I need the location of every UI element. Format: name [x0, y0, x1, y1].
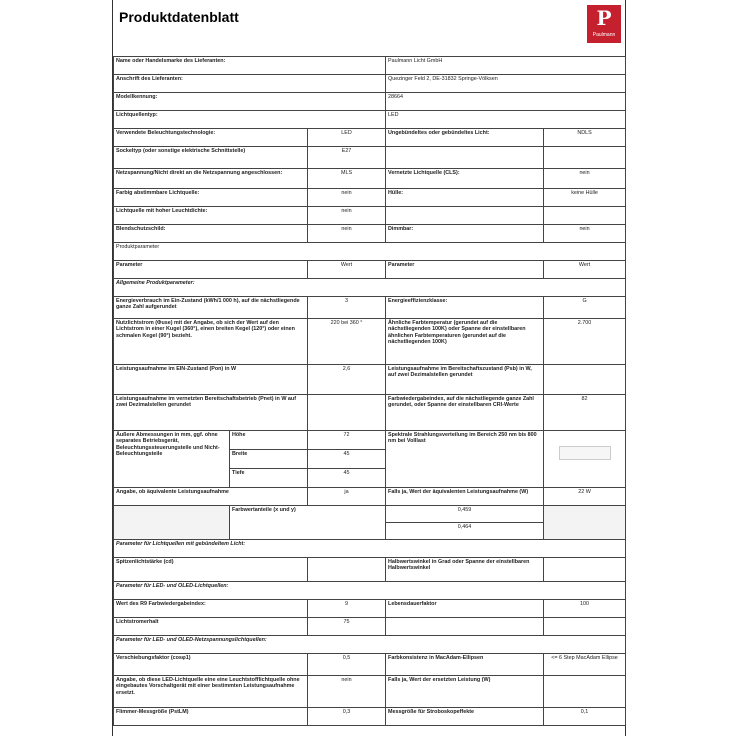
lumen-maintenance-right-label — [386, 618, 544, 636]
value-standby-power — [544, 365, 626, 395]
value-stroboscopic: 0,1 — [544, 708, 626, 726]
label-supplier-name: Name oder Handelsmarke des Lieferanten: — [114, 57, 386, 75]
label-color-temperature: Ähnliche Farbtemperatur (gerundet auf die nächstliegenden 100K) oder Spanne der einstellbaren ähnlichen Farbtemperaturen (gerundet auf die nächstliegenden 100K) — [386, 319, 544, 365]
cap-type-row — [114, 147, 626, 169]
value-equivalent-power-value: 22 W — [544, 488, 626, 506]
label-directional: Ungebündeltes oder gebündeltes Licht: — [386, 129, 544, 147]
supplier-address-row — [114, 75, 626, 93]
label-displacement-factor: Verschiebungsfaktor (cosφ1) — [114, 654, 308, 676]
value-mains: MLS — [308, 169, 386, 189]
chromaticity-blank-right — [544, 506, 626, 540]
value-on-mode-power: 2,6 — [308, 365, 386, 395]
label-cri: Farbwiedergabeindex, auf die nächstliegende ganze Zahl gerundet, oder Spanne der einstellbaren CRI-Werte — [386, 395, 544, 431]
lumen-maintenance-right-value — [544, 618, 626, 636]
power-on-row — [114, 365, 626, 395]
value-peak-intensity — [308, 558, 386, 582]
parameter-header-row — [114, 261, 626, 279]
displacement-row — [114, 654, 626, 676]
value-useful-flux: 220 bei 360 ° — [308, 319, 386, 365]
spectral-chart-thumbnail — [559, 446, 611, 460]
value-envelope: keine Hülle — [544, 189, 626, 207]
value-chromaticity-x: 0,459 — [386, 506, 544, 523]
value-color-temperature: 2.700 — [544, 319, 626, 365]
model-row — [114, 93, 626, 111]
label-glare-shield: Blendschutzschild: — [114, 225, 308, 243]
label-height: Höhe — [230, 431, 308, 450]
section-led-oled: Parameter für LED- und OLED-Lichtquellen: — [114, 582, 626, 600]
value-beam-angle — [544, 558, 626, 582]
value-height: 72 — [308, 431, 386, 450]
value-cri: 82 — [544, 395, 626, 431]
luminance-right-value — [544, 207, 626, 225]
value-displacement-factor: 0,5 — [308, 654, 386, 676]
flicker-row — [114, 708, 626, 726]
section-general-parameters: Allgemeine Produktparameter: — [114, 279, 626, 297]
value-survival-factor: 100 — [544, 600, 626, 618]
label-energy-class: Energieeffizienzklasse: — [386, 297, 544, 319]
label-width: Breite — [230, 450, 308, 469]
light-source-type-row — [114, 111, 626, 129]
product-data-table — [113, 56, 626, 726]
value-model: 28664 — [386, 93, 626, 111]
value-width: 45 — [308, 450, 386, 469]
energy-row — [114, 297, 626, 319]
value-cap-type: E27 — [308, 147, 386, 169]
label-peak-intensity: Spitzenlichtstärke (cd) — [114, 558, 308, 582]
value-color-consistency: <= 6 Step MacAdam Ellipse — [544, 654, 626, 676]
value-light-source-type: LED — [386, 111, 626, 129]
value-supplier-address: Quezinger Feld 2, DE-31832 Springe-Völksen — [386, 75, 626, 93]
label-cap-type: Sockeltyp (oder sonstige elektrische Schnittstelle) — [114, 147, 308, 169]
value-energy-consumption: 3 — [308, 297, 386, 319]
section-directional-light: Parameter für Lichtquellen mit gebündeltem Licht: — [114, 540, 626, 558]
dimensions-height-row — [114, 431, 626, 450]
label-depth: Tiefe — [230, 469, 308, 488]
directional-section-row — [114, 540, 626, 558]
label-useful-flux: Nutzlichtstrom (Φuse) mit der Angabe, ob sich der Wert auf den Lichtstrom in einer Kugel (360°), einen breiten Kegel (120°) oder einen schmalen Kegel (90°) bezieht. — [114, 319, 308, 365]
header-parameter-left: Parameter — [114, 261, 308, 279]
header-value-left: Wert — [308, 261, 386, 279]
luminance-row — [114, 207, 626, 225]
section-product-parameters: Produktparameter — [114, 243, 626, 261]
supplier-name-row — [114, 57, 626, 75]
led-section-row — [114, 582, 626, 600]
value-lumen-maintenance: 75 — [308, 618, 386, 636]
label-equivalent-power-value: Falls ja, Wert der äquivalenten Leistungsaufnahme (W) — [386, 488, 544, 506]
value-replaced-power — [544, 676, 626, 708]
value-equivalent-power: ja — [308, 488, 386, 506]
label-connected: Vernetzte Lichtquelle (CLS): — [386, 169, 544, 189]
label-technology: Verwendete Beleuchtungstechnologie: — [114, 129, 308, 147]
paulmann-logo — [587, 5, 621, 43]
cap-type-right-value — [544, 147, 626, 169]
spectral-distribution-image — [544, 431, 626, 488]
logo-mark: P — [596, 6, 612, 30]
value-directional: NDLS — [544, 129, 626, 147]
section-mains-led-oled: Parameter für LED- und OLED-Netzspannungslichtquellen: — [114, 636, 626, 654]
label-survival-factor: Lebensdauerfaktor — [386, 600, 544, 618]
value-replacement: nein — [308, 676, 386, 708]
label-stroboscopic: Messgröße für Stroboskopeffekte — [386, 708, 544, 726]
label-color-tunable: Farbig abstimmbare Lichtquelle: — [114, 189, 308, 207]
luminance-right-label — [386, 207, 544, 225]
label-standby-power: Leistungsaufnahme im Bereitschaftszustand (Psb) in W, auf zwei Dezimalstellen gerundet — [386, 365, 544, 395]
label-networked-standby: Leistungsaufnahme im vernetzten Bereitschaftsbetrieb (Pnet) in W auf zwei Dezimalstellen gerundet — [114, 395, 308, 431]
label-mains: Netzspannung/Nicht direkt an die Netzspannung angeschlossen: — [114, 169, 308, 189]
label-r9: Wert des R9 Farbwiedergabeindex: — [114, 600, 308, 618]
value-chromaticity-y: 0,464 — [386, 523, 544, 540]
general-section-row — [114, 279, 626, 297]
label-dimmable: Dimmbar: — [386, 225, 544, 243]
mains-row — [114, 169, 626, 189]
label-energy-consumption: Energieverbrauch im Ein-Zustand (kWh/1 000 h), auf die nächstliegende ganze Zahl aufgerundet — [114, 297, 308, 319]
glare-shield-row — [114, 225, 626, 243]
networked-standby-row — [114, 395, 626, 431]
label-spectral-distribution: Spektrale Strahlungsverteilung im Bereich 250 nm bis 800 nm bei Volllast — [386, 431, 544, 488]
label-lumen-maintenance: Lichtstromerhalt — [114, 618, 308, 636]
label-beam-angle: Halbwertswinkel in Grad oder Spanne der einstellbaren Halbwertswinkel — [386, 558, 544, 582]
product-data-sheet — [112, 0, 626, 736]
value-dimmable: nein — [544, 225, 626, 243]
mains-led-section-row — [114, 636, 626, 654]
label-on-mode-power: Leistungsaufnahme im EIN-Zustand (Pon) in W — [114, 365, 308, 395]
value-color-tunable: nein — [308, 189, 386, 207]
label-chromaticity: Farbwertanteile (x und y) — [230, 506, 386, 540]
value-flicker: 0,3 — [308, 708, 386, 726]
chromaticity-x-row — [114, 506, 626, 523]
label-equivalent-power: Angabe, ob äquivalente Leistungsaufnahme — [114, 488, 308, 506]
value-technology: LED — [308, 129, 386, 147]
peak-intensity-row — [114, 558, 626, 582]
replacement-row — [114, 676, 626, 708]
header-value-right: Wert — [544, 261, 626, 279]
label-color-consistency: Farbkonsistenz in MacAdam-Ellipsen — [386, 654, 544, 676]
value-connected: nein — [544, 169, 626, 189]
lumen-maintenance-row — [114, 618, 626, 636]
value-luminance: nein — [308, 207, 386, 225]
label-replacement: Angabe, ob diese LED-Lichtquelle eine eine Leuchtstofflichtquelle ohne eingebautes Vorschaltgerät mit einer bestimmten Leistungsaufnahme ersetzt. — [114, 676, 308, 708]
label-envelope: Hülle: — [386, 189, 544, 207]
cap-type-right-label — [386, 147, 544, 169]
label-replaced-power: Falls ja, Wert der ersetzten Leistung (W) — [386, 676, 544, 708]
value-r9: 9 — [308, 600, 386, 618]
value-supplier-name: Paulmann Licht GmbH — [386, 57, 626, 75]
logo-wordmark: Paulmann — [592, 32, 616, 38]
color-tunable-row — [114, 189, 626, 207]
equivalent-power-row — [114, 488, 626, 506]
chromaticity-blank — [114, 506, 230, 540]
label-model: Modellkennung: — [114, 93, 386, 111]
product-parameters-row — [114, 243, 626, 261]
useful-flux-row — [114, 319, 626, 365]
value-depth: 45 — [308, 469, 386, 488]
value-energy-class: G — [544, 297, 626, 319]
header-parameter-right: Parameter — [386, 261, 544, 279]
technology-row — [114, 129, 626, 147]
label-luminance: Lichtquelle mit hoher Leuchtdichte: — [114, 207, 308, 225]
page-title: Produktdatenblatt — [119, 9, 239, 25]
label-dimensions: Äußere Abmessungen in mm, ggf. ohne separates Betriebsgerät, Beleuchtungssteuerungsteile und Nicht-Beleuchtungsteile — [114, 431, 230, 488]
value-networked-standby — [308, 395, 386, 431]
label-supplier-address: Anschrift des Lieferanten: — [114, 75, 386, 93]
label-light-source-type: Lichtquellentyp: — [114, 111, 386, 129]
label-flicker: Flimmer-Messgröße (PstLM) — [114, 708, 308, 726]
value-glare-shield: nein — [308, 225, 386, 243]
r9-row — [114, 600, 626, 618]
